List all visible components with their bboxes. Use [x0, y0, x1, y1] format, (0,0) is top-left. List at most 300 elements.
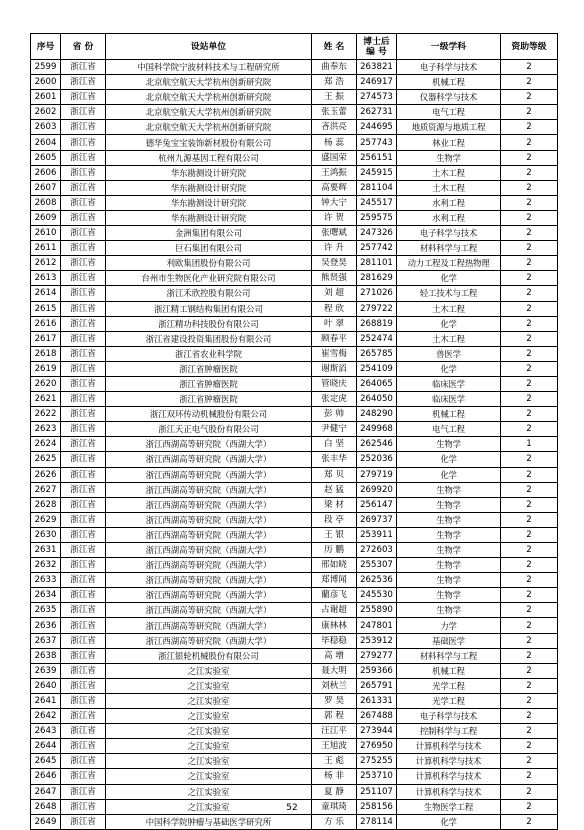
unit-cell: 之江实验室	[106, 709, 312, 724]
unit-cell: 华东勘测设计研究院	[106, 165, 312, 180]
postdoc-id-cell: 252474	[357, 331, 397, 346]
table-row	[31, 437, 558, 452]
province-cell: 浙江省	[61, 361, 106, 376]
table-row	[31, 120, 558, 135]
discipline-cell: 土木工程	[397, 180, 501, 195]
province-cell: 浙江省	[61, 150, 106, 165]
discipline-cell: 生物学	[397, 603, 501, 618]
discipline-cell: 材料科学与工程	[397, 241, 501, 256]
postdoc-id-cell: 256151	[357, 150, 397, 165]
seq-cell: 2603	[31, 120, 61, 135]
unit-cell: 浙江西湖高等研究院（西湖大学）	[106, 452, 312, 467]
table-row	[31, 512, 558, 527]
table-row	[31, 754, 558, 769]
name-cell: 张定虎	[312, 392, 357, 407]
province-cell: 浙江省	[61, 709, 106, 724]
unit-cell: 浙江西湖高等研究院（西湖大学）	[106, 543, 312, 558]
discipline-cell: 化学	[397, 316, 501, 331]
province-cell: 浙江省	[61, 603, 106, 618]
table-row	[31, 709, 558, 724]
table-row	[31, 226, 558, 241]
seq-cell: 2639	[31, 663, 61, 678]
discipline-cell: 生物学	[397, 497, 501, 512]
postdoc-id-cell: 244695	[357, 120, 397, 135]
table-row	[31, 693, 558, 708]
unit-cell: 之江实验室	[106, 663, 312, 678]
postdoc-id-cell: 274573	[357, 90, 397, 105]
name-cell: 顾春平	[312, 331, 357, 346]
postdoc-id-cell: 263821	[357, 60, 397, 75]
province-cell: 浙江省	[61, 799, 106, 814]
province-cell: 浙江省	[61, 105, 106, 120]
discipline-cell: 生物学	[397, 558, 501, 573]
table-row	[31, 648, 558, 663]
grade-cell: 2	[501, 799, 558, 814]
unit-cell: 北京航空航天大学杭州创新研究院	[106, 120, 312, 135]
province-cell: 浙江省	[61, 60, 106, 75]
name-cell: 熊贤强	[312, 271, 357, 286]
seq-cell: 2606	[31, 165, 61, 180]
unit-cell: 浙江西湖高等研究院（西湖大学）	[106, 497, 312, 512]
postdoc-id-cell: 245530	[357, 588, 397, 603]
table-row	[31, 663, 558, 678]
unit-cell: 浙江银轮机械股份有限公司	[106, 648, 312, 663]
unit-cell: 利欧集团股份有限公司	[106, 256, 312, 271]
postdoc-id-cell: 264065	[357, 376, 397, 391]
seq-cell: 2608	[31, 195, 61, 210]
province-cell: 浙江省	[61, 392, 106, 407]
grade-cell: 2	[501, 648, 558, 663]
unit-cell: 浙江省农业科学院	[106, 346, 312, 361]
postdoc-id-cell: 255307	[357, 558, 397, 573]
discipline-cell: 电气工程	[397, 105, 501, 120]
unit-cell: 巨石集团有限公司	[106, 241, 312, 256]
name-cell: 王旭波	[312, 739, 357, 754]
unit-cell: 之江实验室	[106, 799, 312, 814]
discipline-cell: 生物医学工程	[397, 799, 501, 814]
table-row	[31, 210, 558, 225]
grade-cell: 2	[501, 392, 558, 407]
province-cell: 浙江省	[61, 407, 106, 422]
name-cell: 王 银	[312, 527, 357, 542]
seq-cell: 2610	[31, 226, 61, 241]
postdoc-funding-table	[30, 33, 558, 830]
grade-cell: 2	[501, 286, 558, 301]
seq-cell: 2604	[31, 135, 61, 150]
province-cell: 浙江省	[61, 271, 106, 286]
table-row	[31, 467, 558, 482]
name-cell: 王 彪	[312, 754, 357, 769]
seq-cell: 2612	[31, 256, 61, 271]
grade-cell: 2	[501, 633, 558, 648]
discipline-cell: 生物学	[397, 512, 501, 527]
name-cell: 郭 程	[312, 709, 357, 724]
province-cell: 浙江省	[61, 90, 106, 105]
unit-cell: 之江实验室	[106, 754, 312, 769]
grade-cell: 2	[501, 150, 558, 165]
table-row	[31, 150, 558, 165]
unit-cell: 华东勘测设计研究院	[106, 210, 312, 225]
grade-cell: 2	[501, 618, 558, 633]
name-cell: 高要辉	[312, 180, 357, 195]
seq-cell: 2625	[31, 452, 61, 467]
seq-cell: 2622	[31, 407, 61, 422]
name-cell: 谢斯滔	[312, 361, 357, 376]
name-cell: 刘 超	[312, 286, 357, 301]
discipline-cell: 计算机科学与技术	[397, 754, 501, 769]
postdoc-id-cell: 273944	[357, 724, 397, 739]
province-cell: 浙江省	[61, 497, 106, 512]
postdoc-id-cell: 247801	[357, 618, 397, 633]
postdoc-id-cell: 258156	[357, 799, 397, 814]
header-seq: 序号	[31, 34, 61, 60]
discipline-cell: 化学	[397, 361, 501, 376]
seq-cell: 2609	[31, 210, 61, 225]
postdoc-id-cell: 248290	[357, 407, 397, 422]
unit-cell: 德华兔宝宝装饰新材股份有限公司	[106, 135, 312, 150]
name-cell: 钟大宁	[312, 195, 357, 210]
name-cell: 张玉蕾	[312, 105, 357, 120]
seq-cell: 2647	[31, 784, 61, 799]
grade-cell: 2	[501, 256, 558, 271]
name-cell: 康林林	[312, 618, 357, 633]
grade-cell: 2	[501, 754, 558, 769]
province-cell: 浙江省	[61, 814, 106, 829]
seq-cell: 2644	[31, 739, 61, 754]
unit-cell: 华东勘测设计研究院	[106, 195, 312, 210]
province-cell: 浙江省	[61, 573, 106, 588]
unit-cell: 北京航空航天大学杭州创新研究院	[106, 75, 312, 90]
table-row	[31, 603, 558, 618]
grade-cell: 2	[501, 226, 558, 241]
name-cell: 曲奉东	[312, 60, 357, 75]
postdoc-id-cell: 259575	[357, 210, 397, 225]
province-cell: 浙江省	[61, 286, 106, 301]
discipline-cell: 土木工程	[397, 165, 501, 180]
discipline-cell: 临床医学	[397, 392, 501, 407]
discipline-cell: 电子科学与技术	[397, 60, 501, 75]
province-cell: 浙江省	[61, 754, 106, 769]
grade-cell: 2	[501, 724, 558, 739]
unit-cell: 浙江省肿瘤医院	[106, 376, 312, 391]
postdoc-id-cell: 254109	[357, 361, 397, 376]
grade-cell: 2	[501, 709, 558, 724]
postdoc-id-cell: 269920	[357, 482, 397, 497]
unit-cell: 浙江精工钢结构集团有限公司	[106, 301, 312, 316]
unit-cell: 之江实验室	[106, 724, 312, 739]
postdoc-id-cell: 279722	[357, 301, 397, 316]
grade-cell: 2	[501, 543, 558, 558]
table-row	[31, 422, 558, 437]
unit-cell: 浙江西湖高等研究院（西湖大学）	[106, 618, 312, 633]
grade-cell: 2	[501, 407, 558, 422]
table-row	[31, 376, 558, 391]
seq-cell: 2626	[31, 467, 61, 482]
unit-cell: 中国科学院肿瘤与基础医学研究所	[106, 814, 312, 829]
discipline-cell: 计算机科学与技术	[397, 739, 501, 754]
table-row	[31, 75, 558, 90]
name-cell: 吝洪亮	[312, 120, 357, 135]
postdoc-id-cell: 279719	[357, 467, 397, 482]
name-cell: 王鸿振	[312, 165, 357, 180]
discipline-cell: 水利工程	[397, 210, 501, 225]
seq-cell: 2638	[31, 648, 61, 663]
province-cell: 浙江省	[61, 648, 106, 663]
seq-cell: 2601	[31, 90, 61, 105]
postdoc-id-cell: 251107	[357, 784, 397, 799]
table-row	[31, 739, 558, 754]
province-cell: 浙江省	[61, 180, 106, 195]
seq-cell: 2632	[31, 558, 61, 573]
seq-cell: 2649	[31, 814, 61, 829]
discipline-cell: 化学	[397, 467, 501, 482]
name-cell: 杨 蕊	[312, 135, 357, 150]
table-body	[31, 60, 558, 830]
postdoc-id-cell: 262731	[357, 105, 397, 120]
postdoc-id-cell: 275255	[357, 754, 397, 769]
table-row	[31, 180, 558, 195]
discipline-cell: 化学	[397, 452, 501, 467]
seq-cell: 2600	[31, 75, 61, 90]
name-cell: 毕稳稳	[312, 633, 357, 648]
table-row	[31, 286, 558, 301]
unit-cell: 浙江双环传动机械股份有限公司	[106, 407, 312, 422]
discipline-cell: 仪器科学与技术	[397, 90, 501, 105]
seq-cell: 2619	[31, 361, 61, 376]
province-cell: 浙江省	[61, 452, 106, 467]
discipline-cell: 生物学	[397, 573, 501, 588]
seq-cell: 2635	[31, 603, 61, 618]
province-cell: 浙江省	[61, 527, 106, 542]
grade-cell: 2	[501, 195, 558, 210]
province-cell: 浙江省	[61, 724, 106, 739]
unit-cell: 华东勘测设计研究院	[106, 180, 312, 195]
postdoc-id-cell: 265785	[357, 346, 397, 361]
table-row	[31, 135, 558, 150]
name-cell: 杨 非	[312, 769, 357, 784]
discipline-cell: 光学工程	[397, 693, 501, 708]
table-row	[31, 301, 558, 316]
postdoc-id-cell: 264050	[357, 392, 397, 407]
postdoc-id-cell: 257743	[357, 135, 397, 150]
unit-cell: 北京航空航天大学杭州创新研究院	[106, 105, 312, 120]
unit-cell: 浙江西湖高等研究院（西湖大学）	[106, 512, 312, 527]
header-province: 省 份	[61, 34, 106, 60]
postdoc-id-cell: 267488	[357, 709, 397, 724]
province-cell: 浙江省	[61, 195, 106, 210]
discipline-cell: 计算机科学与技术	[397, 784, 501, 799]
name-cell: 赵 猛	[312, 482, 357, 497]
unit-cell: 浙江省肿瘤医院	[106, 392, 312, 407]
name-cell: 白 坚	[312, 437, 357, 452]
name-cell: 刘秋兰	[312, 678, 357, 693]
postdoc-id-cell: 246917	[357, 75, 397, 90]
name-cell: 段 亭	[312, 512, 357, 527]
seq-cell: 2620	[31, 376, 61, 391]
discipline-cell: 材料科学与工程	[397, 648, 501, 663]
postdoc-id-cell: 245517	[357, 195, 397, 210]
grade-cell: 2	[501, 512, 558, 527]
table-row	[31, 271, 558, 286]
seq-cell: 2627	[31, 482, 61, 497]
header-postdoc-id-line1: 博士后	[363, 36, 390, 47]
postdoc-id-cell: 249968	[357, 422, 397, 437]
grade-cell: 2	[501, 180, 558, 195]
unit-cell: 浙江西湖高等研究院（西湖大学）	[106, 482, 312, 497]
postdoc-id-cell: 262536	[357, 573, 397, 588]
table-row	[31, 60, 558, 75]
name-cell: 方 乐	[312, 814, 357, 829]
grade-cell: 2	[501, 678, 558, 693]
unit-cell: 浙江西湖高等研究院（西湖大学）	[106, 437, 312, 452]
unit-cell: 之江实验室	[106, 739, 312, 754]
table-row	[31, 452, 558, 467]
grade-cell: 2	[501, 573, 558, 588]
seq-cell: 2613	[31, 271, 61, 286]
unit-cell: 之江实验室	[106, 693, 312, 708]
name-cell: 张丰华	[312, 452, 357, 467]
table-row	[31, 392, 558, 407]
discipline-cell: 水利工程	[397, 195, 501, 210]
province-cell: 浙江省	[61, 210, 106, 225]
postdoc-id-cell: 269737	[357, 512, 397, 527]
table-row	[31, 241, 558, 256]
name-cell: 程 欣	[312, 301, 357, 316]
seq-cell: 2646	[31, 769, 61, 784]
discipline-cell: 电子科学与技术	[397, 226, 501, 241]
name-cell: 藺彦飞	[312, 588, 357, 603]
grade-cell: 2	[501, 301, 558, 316]
table-row	[31, 482, 558, 497]
grade-cell: 2	[501, 346, 558, 361]
discipline-cell: 电气工程	[397, 422, 501, 437]
discipline-cell: 机械工程	[397, 75, 501, 90]
name-cell: 历 鹏	[312, 543, 357, 558]
header-postdoc-id	[357, 34, 397, 60]
discipline-cell: 生物学	[397, 437, 501, 452]
grade-cell: 2	[501, 135, 558, 150]
province-cell: 浙江省	[61, 331, 106, 346]
postdoc-id-cell: 256147	[357, 497, 397, 512]
postdoc-id-cell: 255890	[357, 603, 397, 618]
unit-cell: 金洲集团有限公司	[106, 226, 312, 241]
unit-cell: 浙江西湖高等研究院（西湖大学）	[106, 573, 312, 588]
name-cell: 夏 静	[312, 784, 357, 799]
grade-cell: 2	[501, 105, 558, 120]
header-unit: 设站单位	[106, 34, 312, 60]
discipline-cell: 动力工程及工程热物理	[397, 256, 501, 271]
table-row	[31, 165, 558, 180]
province-cell: 浙江省	[61, 256, 106, 271]
postdoc-id-cell: 281629	[357, 271, 397, 286]
province-cell: 浙江省	[61, 422, 106, 437]
unit-cell: 浙江西湖高等研究院（西湖大学）	[106, 558, 312, 573]
grade-cell: 2	[501, 210, 558, 225]
postdoc-id-cell: 272603	[357, 543, 397, 558]
province-cell: 浙江省	[61, 512, 106, 527]
unit-cell: 之江实验室	[106, 784, 312, 799]
grade-cell: 2	[501, 241, 558, 256]
postdoc-id-cell: 259366	[357, 663, 397, 678]
grade-cell: 2	[501, 316, 558, 331]
postdoc-id-cell: 278114	[357, 814, 397, 829]
table-row	[31, 784, 558, 799]
name-cell: 许 贺	[312, 210, 357, 225]
unit-cell: 北京航空航天大学杭州创新研究院	[106, 90, 312, 105]
seq-cell: 2629	[31, 512, 61, 527]
table-row	[31, 543, 558, 558]
seq-cell: 2617	[31, 331, 61, 346]
table-row	[31, 618, 558, 633]
table-header-row	[31, 34, 558, 60]
province-cell: 浙江省	[61, 769, 106, 784]
table-row	[31, 633, 558, 648]
seq-cell: 2618	[31, 346, 61, 361]
unit-cell: 中国科学院宁波材料技术与工程研究所	[106, 60, 312, 75]
name-cell: 许 升	[312, 241, 357, 256]
discipline-cell: 兽医学	[397, 346, 501, 361]
discipline-cell: 生物学	[397, 588, 501, 603]
grade-cell: 2	[501, 769, 558, 784]
province-cell: 浙江省	[61, 135, 106, 150]
seq-cell: 2643	[31, 724, 61, 739]
table-row	[31, 678, 558, 693]
seq-cell: 2605	[31, 150, 61, 165]
table-row	[31, 527, 558, 542]
seq-cell: 2615	[31, 301, 61, 316]
postdoc-id-cell: 245915	[357, 165, 397, 180]
seq-cell: 2621	[31, 392, 61, 407]
postdoc-id-cell: 253911	[357, 527, 397, 542]
province-cell: 浙江省	[61, 120, 106, 135]
discipline-cell: 机械工程	[397, 663, 501, 678]
province-cell: 浙江省	[61, 241, 106, 256]
table-row	[31, 769, 558, 784]
province-cell: 浙江省	[61, 467, 106, 482]
discipline-cell: 力学	[397, 618, 501, 633]
postdoc-id-cell: 265791	[357, 678, 397, 693]
name-cell: 汪江平	[312, 724, 357, 739]
grade-cell: 2	[501, 271, 558, 286]
grade-cell: 2	[501, 75, 558, 90]
grade-cell: 2	[501, 376, 558, 391]
seq-cell: 2648	[31, 799, 61, 814]
name-cell: 盛国荣	[312, 150, 357, 165]
discipline-cell: 轻工技术与工程	[397, 286, 501, 301]
discipline-cell: 临床医学	[397, 376, 501, 391]
grade-cell: 2	[501, 467, 558, 482]
table-row	[31, 331, 558, 346]
table-row	[31, 573, 558, 588]
grade-cell: 2	[501, 60, 558, 75]
postdoc-id-cell: 281104	[357, 180, 397, 195]
province-cell: 浙江省	[61, 482, 106, 497]
province-cell: 浙江省	[61, 346, 106, 361]
grade-cell: 2	[501, 588, 558, 603]
table-row	[31, 814, 558, 829]
seq-cell: 2642	[31, 709, 61, 724]
province-cell: 浙江省	[61, 678, 106, 693]
table-row	[31, 558, 558, 573]
name-cell: 童琪琦	[312, 799, 357, 814]
province-cell: 浙江省	[61, 618, 106, 633]
discipline-cell: 控制科学与工程	[397, 724, 501, 739]
name-cell: 叶 翠	[312, 316, 357, 331]
grade-cell: 2	[501, 739, 558, 754]
name-cell: 郑 浩	[312, 75, 357, 90]
postdoc-id-cell: 281101	[357, 256, 397, 271]
name-cell: 邢如晓	[312, 558, 357, 573]
